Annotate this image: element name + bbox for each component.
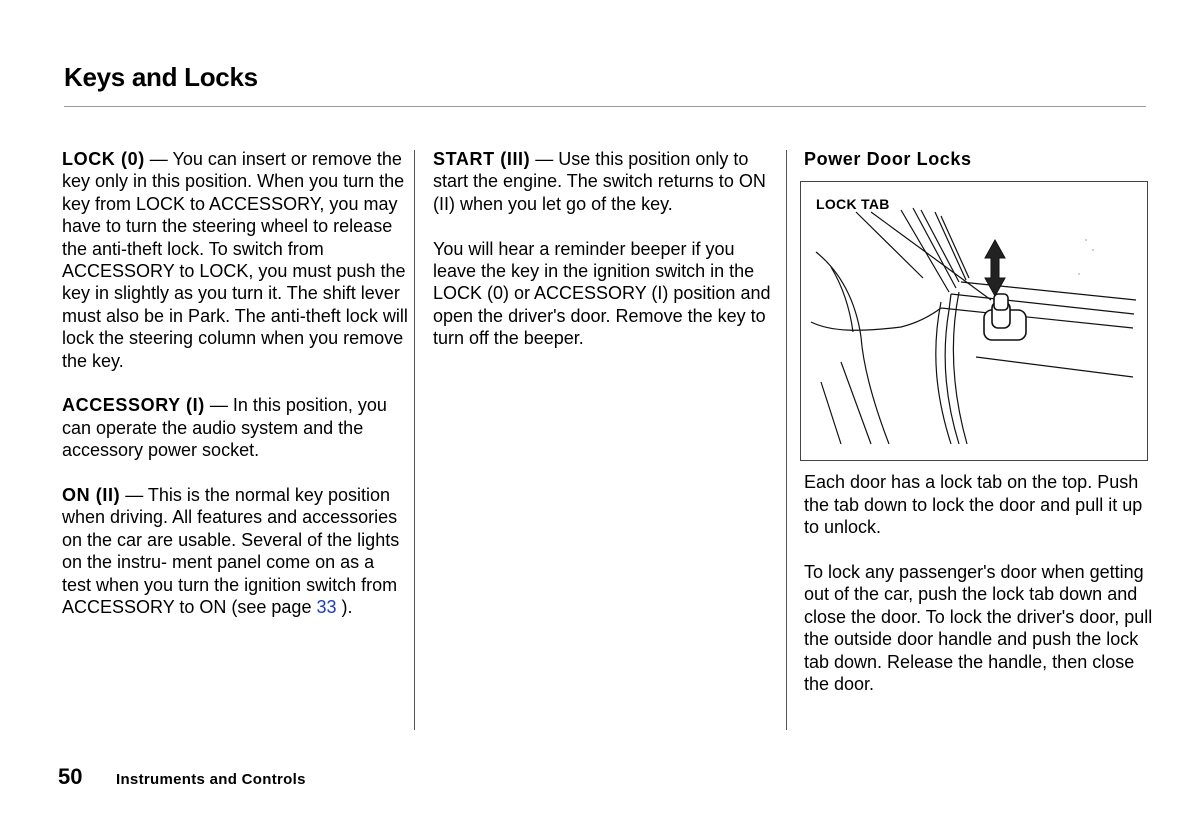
on-term: ON (II) (62, 485, 121, 506)
column-divider-2 (786, 150, 787, 730)
start-term: START (III) (433, 149, 531, 169)
lock-term: LOCK (0) (62, 149, 145, 169)
start-description: — Use this position only to start the engine. The switch returns to ON (II) when you let go of the key. (433, 149, 766, 214)
door-lock-illustration (801, 182, 1147, 460)
lock-tab-label: LOCK TAB (816, 196, 890, 213)
passenger-door-paragraph: To lock any passenger's door when getting out of the car, push the lock tab down and close the door. To lock the driver's door, pull the outside door handle and push the lock tab down. Release the handle, then close the door. (804, 562, 1153, 695)
on-description: — This is the normal key position when driving. All features and accessories on the car are usable. Several of the lights on the instru- ment panel come on as a test when you turn the ignition switch from ACCESSORY to ON (see page (62, 485, 400, 618)
lock-position-paragraph (62, 148, 408, 372)
column-1 (62, 148, 408, 641)
accessory-position-paragraph (62, 394, 408, 461)
page-title: Keys and Locks (64, 62, 258, 92)
column-2 (433, 148, 775, 372)
lock-tab-figure (800, 181, 1148, 461)
footer-section-title: Instruments and Controls (116, 771, 306, 788)
lock-tab-paragraph: Each door has a lock tab on the top. Push the tab down to lock the door and pull it up to unlock. (804, 472, 1143, 538)
beeper-paragraph: You will hear a reminder beeper if you leave the key in the ignition switch in the LOCK (0) or ACCESSORY (I) position and open the driver's door. Remove the key to turn off the beeper. (433, 238, 771, 349)
accessory-term: ACCESSORY (I) (62, 395, 205, 416)
column-divider-1 (414, 150, 415, 730)
accessory-description: — In this position, you can operate the audio system and the accessory power socket. (62, 395, 387, 461)
on-position-paragraph (62, 484, 408, 618)
title-divider (64, 106, 1146, 107)
power-door-locks-heading: Power Door Locks (804, 149, 972, 169)
lock-tab-shape (984, 294, 1026, 340)
lock-description: — You can insert or remove the key only in this position. When you turn the key from LOCK to ACCESSORY, you may have to turn the steering wheel to release the anti-theft lock. To switch from ACCESSORY to LOCK, you must push the key in slightly as you turn it. The shift lever must also be in Park. The anti-theft lock will lock the steering column when you remove the key. (62, 149, 408, 371)
start-position-paragraph (433, 148, 775, 215)
column-3 (804, 148, 1154, 718)
page-number: 50 (58, 764, 83, 789)
page-33-link[interactable]: 33 (316, 597, 337, 618)
on-description-end: ). (336, 597, 353, 618)
up-down-arrow-icon (985, 240, 1005, 296)
